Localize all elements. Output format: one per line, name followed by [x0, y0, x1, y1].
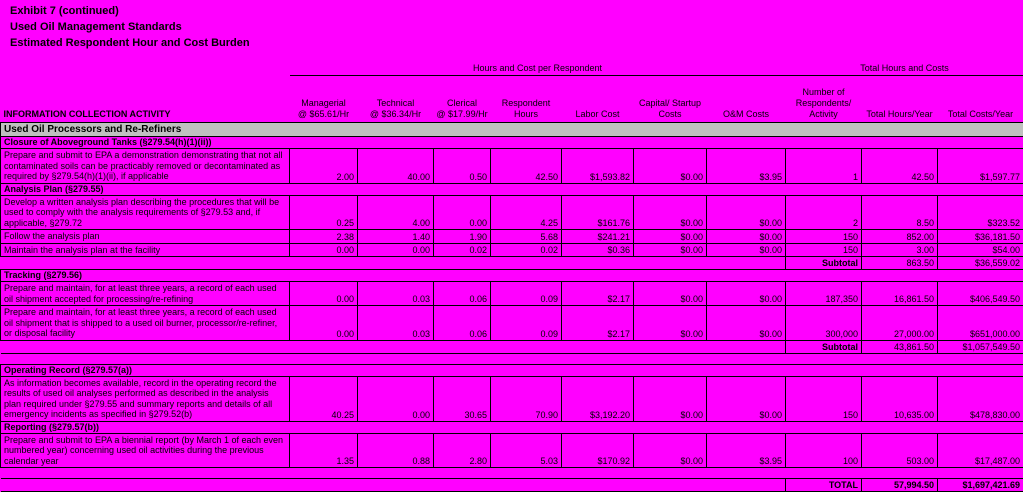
- value-clerical: 2.80: [434, 433, 491, 468]
- subsection-row: [1, 364, 1023, 376]
- column-header-line: Hours: [493, 109, 560, 120]
- value-managerial: 1.35: [290, 433, 358, 468]
- value-technical: 0.03: [358, 306, 434, 341]
- value-om-costs: $0.00: [707, 282, 786, 306]
- value-managerial: 0.00: [290, 243, 358, 257]
- spacer-row: [1, 353, 1023, 364]
- column-header-total-hours-year: [862, 76, 938, 123]
- value-total-costs-year: $17,487.00: [938, 433, 1023, 468]
- column-header-line: INFORMATION COLLECTION ACTIVITY: [4, 109, 288, 120]
- value-om-costs: $0.00: [707, 306, 786, 341]
- value-labor-cost: $2.17: [562, 306, 634, 341]
- value-respondent-hours: 0.02: [491, 243, 562, 257]
- activity-description: Prepare and submit to EPA a demonstration demonstrating that not all contaminated soils can be practicably removed or decontaminated as required by §279.54(h)(1)(ii), if applicable: [1, 149, 290, 184]
- subtotal-spacer: [1, 340, 786, 353]
- value-capital-startup-costs: $0.00: [634, 282, 707, 306]
- spacer-row: [1, 468, 1023, 479]
- value-clerical: 0.06: [434, 306, 491, 341]
- value-capital-startup-costs: $0.00: [634, 433, 707, 468]
- section-label: Used Oil Processors and Re-Refiners: [1, 123, 1023, 137]
- group-header-per-respondent: Hours and Cost per Respondent: [290, 57, 786, 76]
- column-header-line: Total Hours/Year: [864, 109, 936, 120]
- value-total-costs-year: $323.52: [938, 195, 1023, 230]
- exhibit-subtitle: Used Oil Management Standards: [10, 19, 1023, 35]
- column-header-total-costs-year: [938, 76, 1023, 123]
- table-row: [1, 149, 1023, 184]
- value-technical: 0.03: [358, 282, 434, 306]
- value-number-of-respondents: 1: [786, 149, 862, 184]
- activity-description: Prepare and submit to EPA a biennial report (by March 1 of each even numbered year) concerning used oil activities during the previous calendar year: [1, 433, 290, 468]
- value-respondent-hours: 42.50: [491, 149, 562, 184]
- value-managerial: 0.00: [290, 306, 358, 341]
- value-managerial: 2.38: [290, 230, 358, 244]
- value-technical: 0.00: [358, 376, 434, 421]
- table-row: [1, 376, 1023, 421]
- value-respondent-hours: 5.68: [491, 230, 562, 244]
- value-capital-startup-costs: $0.00: [634, 230, 707, 244]
- total-label: TOTAL: [786, 479, 862, 492]
- subtotal-hours: 863.50: [862, 257, 938, 270]
- value-capital-startup-costs: $0.00: [634, 306, 707, 341]
- subsection-row: [1, 137, 1023, 149]
- column-header-clerical: [434, 76, 491, 123]
- value-managerial: 0.25: [290, 195, 358, 230]
- subsection-row: [1, 270, 1023, 282]
- value-clerical: 1.90: [434, 230, 491, 244]
- value-clerical: 0.02: [434, 243, 491, 257]
- group-header-row: [1, 57, 1023, 76]
- value-capital-startup-costs: $0.00: [634, 376, 707, 421]
- table-row: [1, 243, 1023, 257]
- table-row: [1, 195, 1023, 230]
- value-clerical: 0.50: [434, 149, 491, 184]
- table-row: [1, 433, 1023, 468]
- value-total-hours-year: 503.00: [862, 433, 938, 468]
- value-om-costs: $3.95: [707, 149, 786, 184]
- subtotal-label: Subtotal: [786, 257, 862, 270]
- column-header-line: Activity: [788, 109, 860, 120]
- value-total-hours-year: 8.50: [862, 195, 938, 230]
- column-header-technical: [358, 76, 434, 123]
- value-labor-cost: $1,593.82: [562, 149, 634, 184]
- spacer-cell: [1, 353, 1023, 364]
- column-header-respondent-hours: [491, 76, 562, 123]
- subsection-label: Reporting (§279.57(b)): [1, 421, 1023, 433]
- exhibit-description: Estimated Respondent Hour and Cost Burden: [10, 35, 1023, 51]
- group-header-spacer: [1, 57, 290, 76]
- value-total-hours-year: 852.00: [862, 230, 938, 244]
- column-header-line: Capital/ Startup: [636, 98, 705, 109]
- value-respondent-hours: 70.90: [491, 376, 562, 421]
- subsection-label: Analysis Plan (§279.55): [1, 183, 1023, 195]
- value-total-costs-year: $478,830.00: [938, 376, 1023, 421]
- value-om-costs: $0.00: [707, 230, 786, 244]
- value-om-costs: $0.00: [707, 195, 786, 230]
- value-technical: 1.40: [358, 230, 434, 244]
- total-cost: $1,697,421.69: [938, 479, 1023, 492]
- value-labor-cost: $0.36: [562, 243, 634, 257]
- value-labor-cost: $170.92: [562, 433, 634, 468]
- value-total-costs-year: $651,000.00: [938, 306, 1023, 341]
- value-labor-cost: $241.21: [562, 230, 634, 244]
- value-technical: 0.00: [358, 243, 434, 257]
- column-header-activity: [1, 76, 290, 123]
- column-header-labor-cost: [562, 76, 634, 123]
- subtotal-cost: $1,057,549.50: [938, 340, 1023, 353]
- column-header-om-costs: [707, 76, 786, 123]
- value-number-of-respondents: 150: [786, 230, 862, 244]
- value-technical: 0.88: [358, 433, 434, 468]
- subtotal-hours: 43,861.50: [862, 340, 938, 353]
- value-total-hours-year: 16,861.50: [862, 282, 938, 306]
- column-header-line: Technical: [360, 98, 432, 109]
- value-managerial: 2.00: [290, 149, 358, 184]
- column-header-line: Costs: [636, 109, 705, 120]
- value-clerical: 30.65: [434, 376, 491, 421]
- section-row: [1, 123, 1023, 137]
- column-header-managerial: [290, 76, 358, 123]
- exhibit-title-block: [0, 0, 1023, 51]
- column-header-line: Managerial: [292, 98, 356, 109]
- column-header-capital-startup-costs: [634, 76, 707, 123]
- column-header-line: O&M Costs: [709, 109, 784, 120]
- activity-description: Develop a written analysis plan describing the procedures that will be used to comply with the analysis requirements of §279.53 and, if applicable, §279.72: [1, 195, 290, 230]
- subsection-label: Operating Record (§279.57(a)): [1, 364, 1023, 376]
- table-row: [1, 282, 1023, 306]
- value-clerical: 0.00: [434, 195, 491, 230]
- value-number-of-respondents: 187,350: [786, 282, 862, 306]
- value-om-costs: $0.00: [707, 243, 786, 257]
- value-respondent-hours: 5.03: [491, 433, 562, 468]
- value-labor-cost: $3,192.20: [562, 376, 634, 421]
- value-technical: 4.00: [358, 195, 434, 230]
- value-total-hours-year: 3.00: [862, 243, 938, 257]
- total-spacer: [1, 479, 786, 492]
- value-clerical: 0.06: [434, 282, 491, 306]
- table-row: [1, 306, 1023, 341]
- value-total-hours-year: 42.50: [862, 149, 938, 184]
- value-respondent-hours: 0.09: [491, 306, 562, 341]
- value-number-of-respondents: 2: [786, 195, 862, 230]
- total-row: [1, 479, 1023, 492]
- subsection-row: [1, 421, 1023, 433]
- value-number-of-respondents: 300,000: [786, 306, 862, 341]
- subtotal-row: [1, 340, 1023, 353]
- activity-description: Prepare and maintain, for at least three years, a record of each used oil shipment that is shipped to a used oil burner, processor/re-refiner, or disposal facility: [1, 306, 290, 341]
- column-header-line: Labor Cost: [564, 109, 632, 120]
- value-capital-startup-costs: $0.00: [634, 243, 707, 257]
- value-number-of-respondents: 150: [786, 376, 862, 421]
- column-header-line: Respondents/: [788, 98, 860, 109]
- column-header-line: Number of: [788, 87, 860, 98]
- value-total-costs-year: $406,549.50: [938, 282, 1023, 306]
- value-respondent-hours: 4.25: [491, 195, 562, 230]
- value-om-costs: $3.95: [707, 433, 786, 468]
- value-capital-startup-costs: $0.00: [634, 195, 707, 230]
- spacer-cell: [1, 468, 1023, 479]
- value-number-of-respondents: 150: [786, 243, 862, 257]
- value-labor-cost: $161.76: [562, 195, 634, 230]
- exhibit-number: Exhibit 7 (continued): [10, 3, 1023, 19]
- column-header-row: [1, 76, 1023, 123]
- table-row: [1, 230, 1023, 244]
- subsection-row: [1, 183, 1023, 195]
- activity-description: Maintain the analysis plan at the facility: [1, 243, 290, 257]
- column-header-line: Total Costs/Year: [940, 109, 1022, 120]
- column-header-line: @ $65.61/Hr: [292, 109, 356, 120]
- value-capital-startup-costs: $0.00: [634, 149, 707, 184]
- activity-description: As information becomes available, record in the operating record the results of used oil analyses performed as described in the analysis plan required under §279.55 and summary reports and details of all emergency incidents as specified in §279.52(b): [1, 376, 290, 421]
- activity-description: Follow the analysis plan: [1, 230, 290, 244]
- subtotal-spacer: [1, 257, 786, 270]
- column-header-line: Clerical: [436, 98, 489, 109]
- value-om-costs: $0.00: [707, 376, 786, 421]
- value-total-hours-year: 27,000.00: [862, 306, 938, 341]
- value-total-hours-year: 10,635.00: [862, 376, 938, 421]
- column-header-line: Respondent: [493, 98, 560, 109]
- burden-table: [0, 57, 1023, 492]
- group-header-totals: Total Hours and Costs: [786, 57, 1023, 76]
- subtotal-cost: $36,559.02: [938, 257, 1023, 270]
- value-total-costs-year: $1,597.77: [938, 149, 1023, 184]
- column-header-number-of-respondents: [786, 76, 862, 123]
- value-managerial: 0.00: [290, 282, 358, 306]
- column-header-line: @ $36.34/Hr: [360, 109, 432, 120]
- value-number-of-respondents: 100: [786, 433, 862, 468]
- value-total-costs-year: $36,181.50: [938, 230, 1023, 244]
- total-hours: 57,994.50: [862, 479, 938, 492]
- value-managerial: 40.25: [290, 376, 358, 421]
- value-total-costs-year: $54.00: [938, 243, 1023, 257]
- subtotal-row: [1, 257, 1023, 270]
- subsection-label: Tracking (§279.56): [1, 270, 1023, 282]
- column-header-line: @ $17.99/Hr: [436, 109, 489, 120]
- subtotal-label: Subtotal: [786, 340, 862, 353]
- subsection-label: Closure of Aboveground Tanks (§279.54(h)(1)(ii)): [1, 137, 1023, 149]
- value-technical: 40.00: [358, 149, 434, 184]
- value-labor-cost: $2.17: [562, 282, 634, 306]
- activity-description: Prepare and maintain, for at least three years, a record of each used oil shipment accepted for processing/re-refining: [1, 282, 290, 306]
- value-respondent-hours: 0.09: [491, 282, 562, 306]
